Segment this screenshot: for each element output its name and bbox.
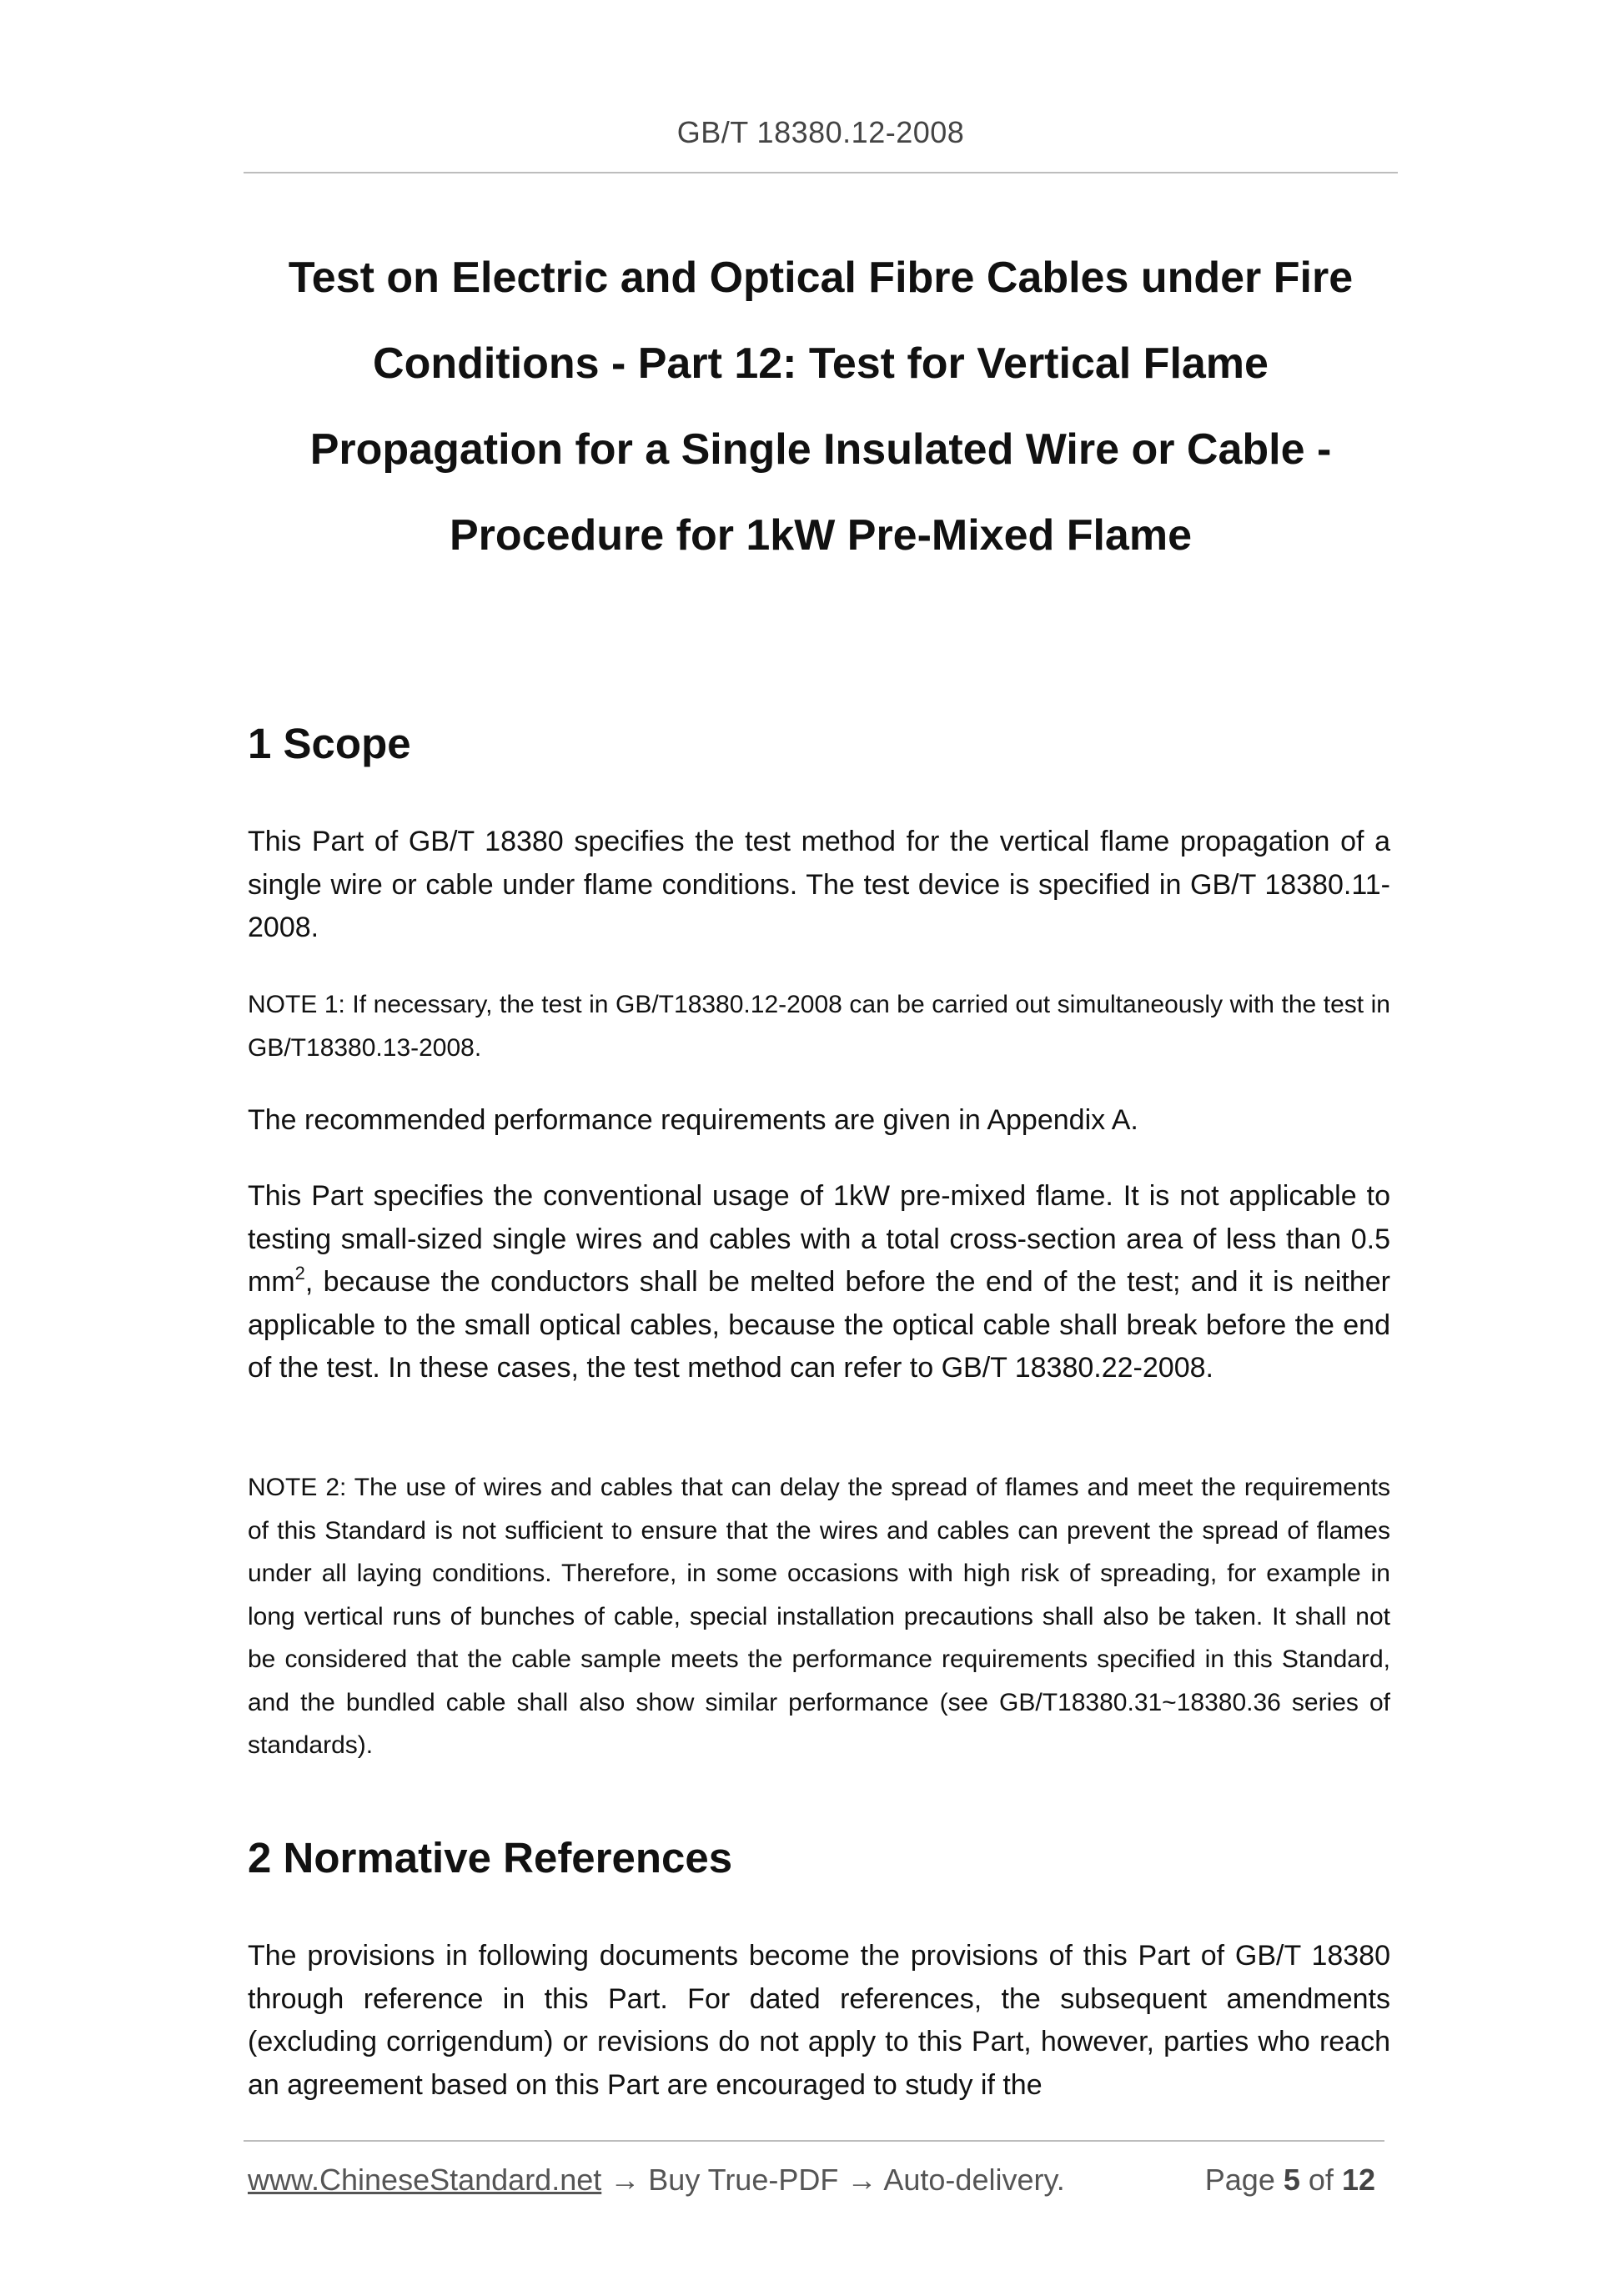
- section-heading-normative-references: 2 Normative References: [248, 1834, 733, 1882]
- document-title: [244, 235, 1398, 579]
- normative-references-paragraph-1: The provisions in following documents become the provisions of this Part of GB/T 18380 through reference in this Part. For dated references, the subsequent amendments (excluding corrigendum) or revisions do not apply to this Part, however, parties who reach an agreement based on this Part are encouraged to study if the: [248, 1940, 1390, 2101]
- scope-paragraph-3-part-a: This Part specifies the conventional usage of 1kW pre-mixed flame. It is not applicable to testing small-sized single wires and cables with a total cross-section area of less than 0.5 mm: [248, 1180, 1390, 1298]
- scope-note-2: NOTE 2: The use of wires and cables that can delay the spread of flames and meet the requirements of this Standard is not sufficient to ensure that the wires and cables can prevent the spread of flames under all laying conditions. Therefore, in some occasions with high risk of spreading, for example in long vertical runs of bunches of cable, special installation precautions shall also be taken. It shall not be considered that the cable sample meets the performance requirements specified in this Standard, and the bundled cable shall also show similar performance (see GB/T18380.31~18380.36 series of standards).: [248, 1474, 1390, 1759]
- arrow-icon: →: [847, 2163, 877, 2197]
- title-line-3: Propagation for a Single Insulated Wire or Cable -: [309, 425, 1332, 474]
- scope-note-1: NOTE 1: If necessary, the test in GB/T18380.12-2008 can be carried out simultaneously with the test in GB/T18380.13-2008.: [248, 991, 1390, 1062]
- scope-paragraph-1: This Part of GB/T 18380 specifies the test method for the vertical flame propagation of a single wire or cable under flame conditions. The test device is specified in GB/T 18380.11-2008.: [248, 826, 1390, 943]
- title-line-4: Procedure for 1kW Pre-Mixed Flame: [449, 511, 1193, 560]
- page-of-label: of: [1308, 2163, 1334, 2197]
- page-total: 12: [1341, 2163, 1375, 2197]
- buy-true-pdf-text: Buy True-PDF: [648, 2163, 839, 2197]
- page-label: Page: [1204, 2163, 1275, 2197]
- auto-delivery-text: Auto-delivery.: [883, 2163, 1065, 2197]
- page-footer: [248, 2162, 1382, 2198]
- scope-paragraph-2: The recommended performance requirements are given in Appendix A.: [248, 1104, 1138, 1136]
- footer-divider: [244, 2140, 1384, 2142]
- title-line-1: Test on Electric and Optical Fibre Cables under Fire: [288, 254, 1354, 302]
- header-divider: [244, 172, 1398, 173]
- running-header: GB/T 18380.12-2008: [676, 115, 965, 149]
- site-link[interactable]: www.ChineseStandard.net: [248, 2163, 602, 2197]
- scope-paragraph-3: [248, 1175, 1390, 1390]
- scope-paragraph-3-part-b: , because the conductors shall be melted before the end of the test; and it is neither applicable to the small optical cables, because the optical cable shall break before the end of the test. In these cases, the test method can refer to GB/T 18380.22-2008.: [248, 1266, 1390, 1384]
- page-number: [1205, 2162, 1375, 2198]
- superscript-2: 2: [294, 1262, 305, 1284]
- arrow-icon: →: [610, 2163, 641, 2197]
- page-current: 5: [1283, 2163, 1300, 2197]
- title-line-2: Conditions - Part 12: Test for Vertical Flame: [373, 339, 1269, 388]
- section-heading-scope: 1 Scope: [248, 720, 411, 767]
